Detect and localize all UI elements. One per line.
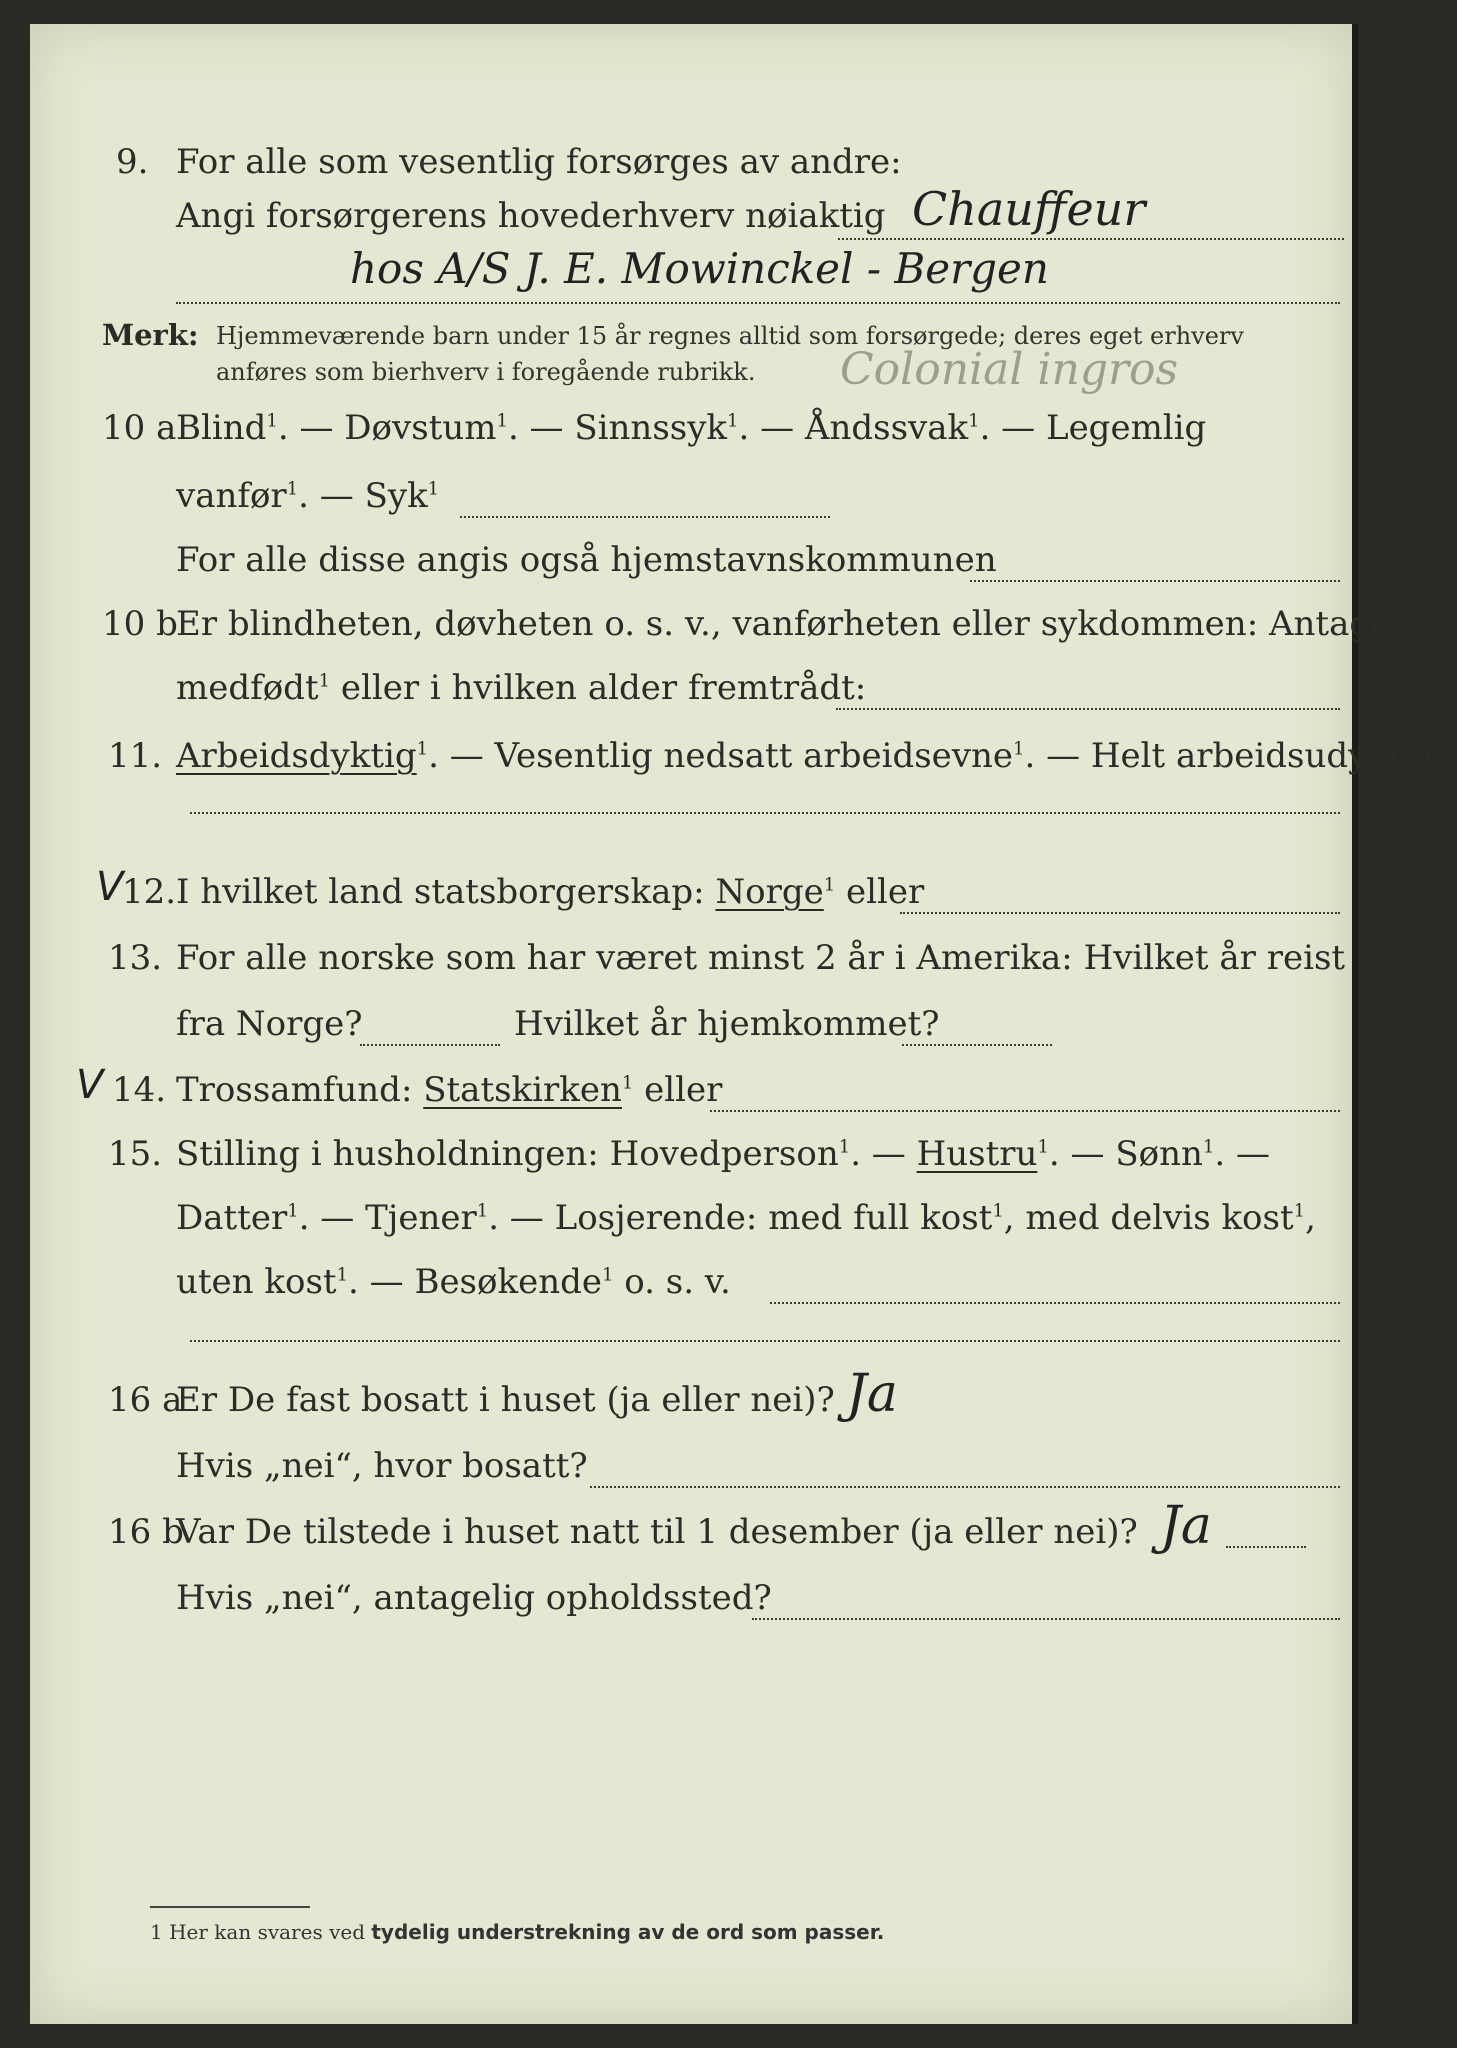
question-number: 9.: [116, 142, 149, 182]
question-number: 13.: [108, 938, 163, 978]
answer-line: [360, 1044, 500, 1046]
question-text: Var De tilstede i huset natt til 1 desember (ja eller nei)?: [176, 1512, 1138, 1552]
question-text: medfødt$^1$ eller i hvilken alder fremtrådt:: [176, 668, 867, 708]
question-number: 10 b: [102, 604, 178, 644]
handwritten-answer: Chauffeur: [912, 182, 1146, 236]
footnote: [150, 1920, 884, 1944]
question-number: 10 a: [102, 408, 177, 448]
handwritten-answer: Ja: [1160, 1496, 1212, 1556]
question-text: For alle som vesentlig forsørges av andre:: [176, 142, 902, 182]
question-number: 15.: [108, 1134, 163, 1174]
question-text: For alle disse angis også hjemstavnskommunen: [176, 540, 997, 580]
check-mark: V: [76, 1062, 104, 1108]
footnote-text: Her kan svares ved: [169, 1920, 372, 1944]
question-text: fra Norge?: [176, 1004, 363, 1044]
question-number: 14.: [112, 1070, 167, 1110]
question-text: Datter$^1$. — Tjener$^1$. — Losjerende: med full kost$^1$, med delvis kost$^1$,: [176, 1198, 1316, 1238]
answer-line: [190, 1340, 1340, 1342]
question-number: 16 b: [108, 1512, 184, 1552]
answer-line: [836, 708, 1340, 710]
question-text: Hvis „nei“, hvor bosatt?: [176, 1446, 588, 1486]
question-text: Er blindheten, døvheten o. s. v., vanførheten eller sykdommen: Antagelig: [176, 604, 1435, 644]
question-text: Hvilket år hjemkommet?: [514, 1004, 940, 1044]
answer-line: [900, 912, 1340, 914]
question-text: I hvilket land statsborgerskap: Norge$^1$ eller: [176, 872, 925, 912]
footnote-emphasis: tydelig understrekning av de ord som passer.: [371, 1920, 885, 1944]
question-text: Angi forsørgerens hovederhverv nøiaktig: [176, 196, 886, 236]
question-text: Er De fast bosatt i huset (ja eller nei)?: [176, 1380, 835, 1420]
answer-line: [710, 1110, 1340, 1112]
answer-line: [770, 1302, 1340, 1304]
note-text: Hjemmeværende barn under 15 år regnes alltid som forsørgede; deres eget erhverv: [216, 322, 1244, 350]
question-text: Arbeidsdyktig$^1$. — Vesentlig nedsatt arbeidsevne$^1$. — Helt arbeidsudyktig$^1$.: [176, 736, 1457, 776]
answer-line: [902, 1044, 1052, 1046]
question-text: Trossamfund: Statskirken$^1$ eller: [176, 1070, 723, 1110]
answer-line: [460, 516, 830, 518]
footnote-mark: 1: [150, 1920, 163, 1944]
note-text: anføres som bierhverv i foregående rubrikk.: [216, 358, 756, 386]
question-text: For alle norske som har været minst 2 år i Amerika: Hvilket år reist: [176, 938, 1346, 978]
answer-line: [590, 1486, 1340, 1488]
footnote-rule: [150, 1906, 310, 1908]
handwritten-answer: Colonial ingros: [840, 344, 1179, 395]
census-form-page: [30, 24, 1457, 2024]
question-text: Hvis „nei“, antagelig opholdssted?: [176, 1578, 772, 1618]
answer-line: [970, 580, 1340, 582]
answer-line: [190, 812, 1340, 814]
check-mark: V: [96, 864, 124, 910]
handwritten-answer: hos A/S J. E. Mowinckel - Bergen: [350, 244, 1049, 293]
handwritten-answer: Ja: [846, 1364, 898, 1424]
question-number: 11.: [108, 736, 163, 776]
answer-line: [752, 1618, 1340, 1620]
question-text: Blind$^1$. — Døvstum$^1$. — Sinnssyk$^1$. — Åndssvak$^1$. — Legemlig: [176, 408, 1207, 448]
question-text: Stilling i husholdningen: Hovedperson$^1$. — Hustru$^1$. — Sønn$^1$. —: [176, 1134, 1270, 1174]
question-number: 12.: [122, 872, 177, 912]
answer-line: [176, 302, 1340, 304]
answer-line: [1226, 1546, 1306, 1548]
question-text: uten kost$^1$. — Besøkende$^1$ o. s. v.: [176, 1262, 731, 1302]
question-number: 16 a: [108, 1380, 183, 1420]
note-label: Merk:: [102, 318, 199, 352]
answer-line: [838, 238, 1344, 240]
question-text: vanfør$^1$. — Syk$^1$: [176, 476, 440, 516]
